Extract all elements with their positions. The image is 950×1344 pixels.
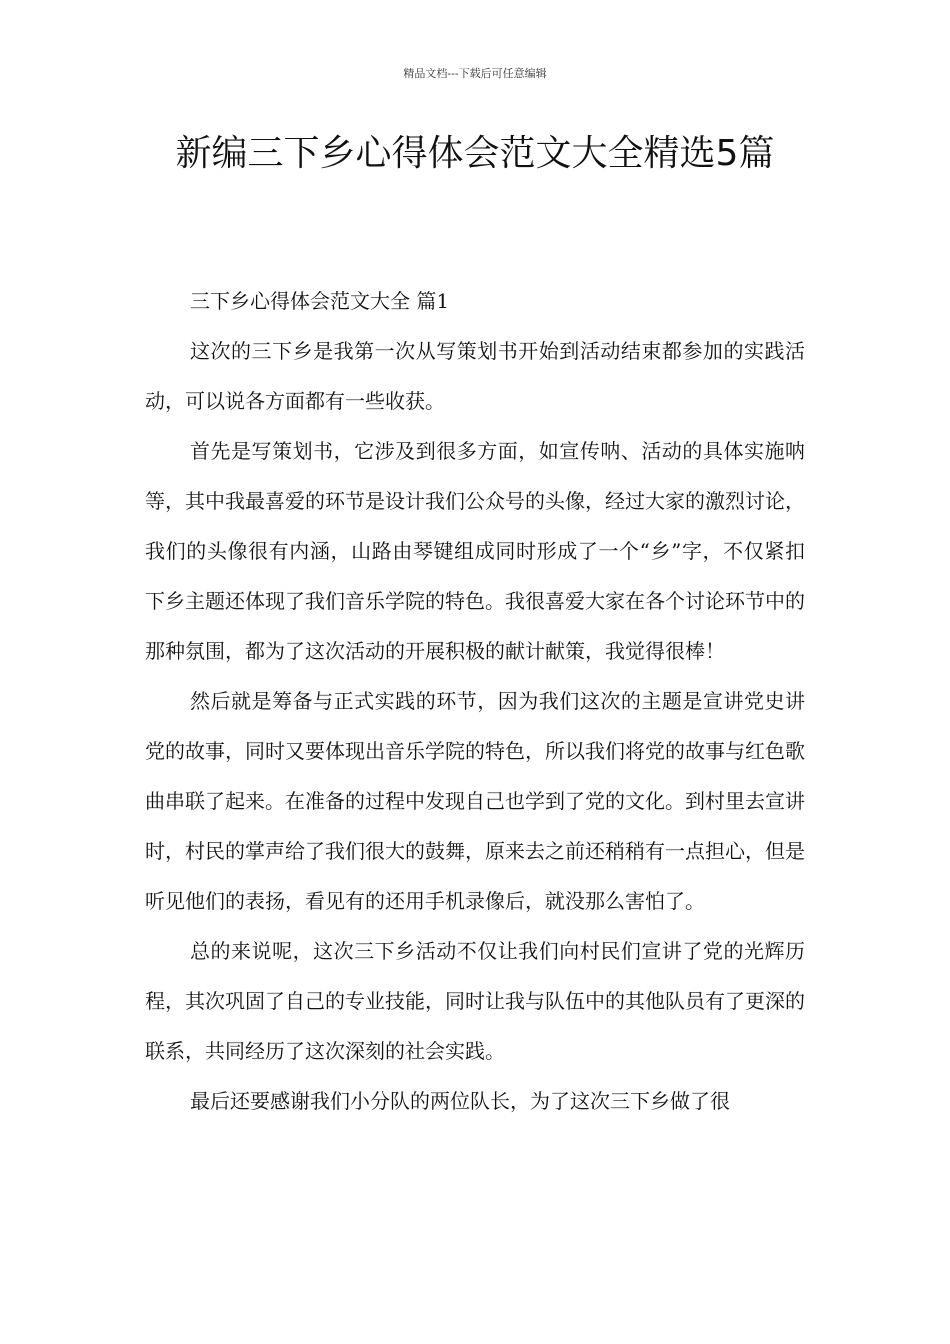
paragraph-2: 首先是写策划书，它涉及到很多方面，如宣传呐、活动的具体实施呐等，其中我最喜爱的环节是设计我们公众号的头像，经过大家的激烈讨论，我们的头像很有内涵，山路由琴键组成同时形成了一个“乡”字，不仅紧扣下乡主题还体现了我们音乐学院的特色。我很喜爱大家在各个讨论环节中的那种氛围，都为了这次活动的开展积极的献计献策，我觉得很棒！ (145, 439, 805, 663)
section-heading: 三下乡心得体会范文大全 篇1 (190, 289, 450, 313)
document-body (145, 276, 805, 1126)
header-note: 精品文档---下载后可任意编辑 (403, 67, 547, 80)
paragraph-5: 最后还要感谢我们小分队的两位队长，为了这次三下乡做了很 (190, 1089, 730, 1113)
paragraph-3: 然后就是筹备与正式实践的环节，因为我们这次的主题是宣讲党史讲党的故事，同时又要体现出音乐学院的特色，所以我们将党的故事与红色歌曲串联了起来。在准备的过程中发现自己也学到了党的文化。到村里去宣讲时，村民的掌声给了我们很大的鼓舞，原来去之前还稍稍有一点担心，但是听见他们的表扬，看见有的还用手机录像后，就没那么害怕了。 (145, 689, 805, 913)
document-title: 新编三下乡心得体会范文大全精选5篇 (175, 133, 775, 174)
paragraph-1: 这次的三下乡是我第一次从写策划书开始到活动结束都参加的实践活动，可以说各方面都有一些收获。 (145, 339, 805, 413)
paragraph-4: 总的来说呢，这次三下乡活动不仅让我们向村民们宣讲了党的光辉历程，其次巩固了自己的专业技能，同时让我与队伍中的其他队员有了更深的联系，共同经历了这次深刻的社会实践。 (145, 939, 805, 1063)
